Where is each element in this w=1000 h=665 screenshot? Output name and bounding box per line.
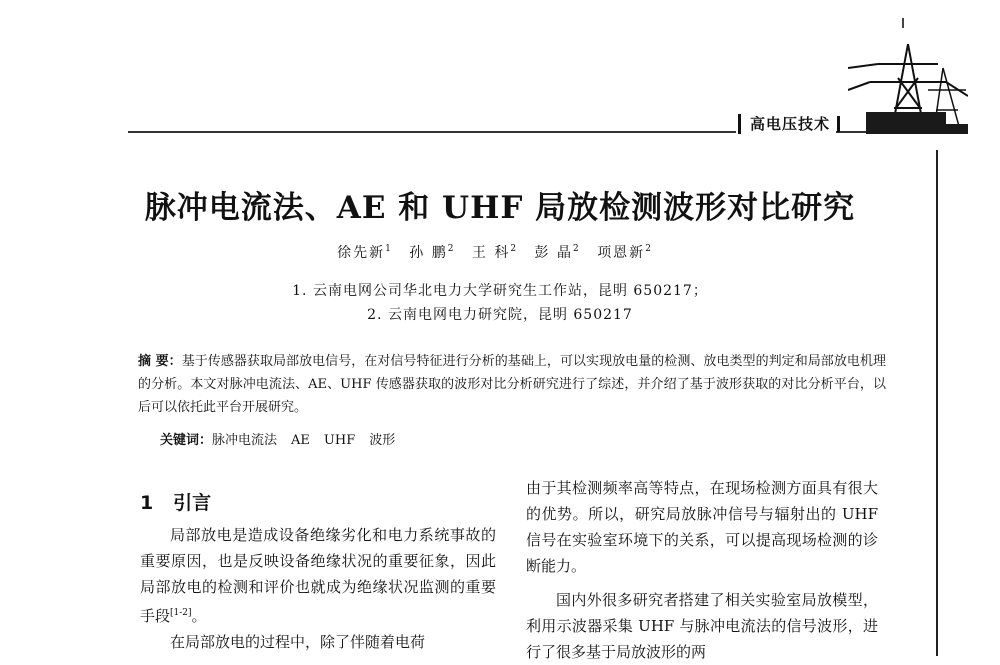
keyword: UHF: [323, 433, 356, 448]
paragraph: [140, 522, 496, 629]
paragraph: 国内外很多研究者搭建了相关实验室局放模型，利用示波器采集 UHF 与脉冲电流法的信号波形，进行了很多基于局放波形的两: [526, 591, 878, 661]
section-heading: [140, 488, 211, 515]
keyword: 波形: [369, 433, 396, 448]
keywords: [160, 429, 395, 448]
header-black-bar: [866, 112, 946, 134]
paragraph-text: 局部放电是造成设备绝缘劣化和电力系统事故的重要原因，也是反映设备绝缘状况的重要征象，因此局部放电的检测和评价也就成为绝缘状况监测的重要手段: [140, 526, 496, 625]
abstract-text: 基于传感器获取局部放电信号，在对信号特征进行分析的基础上，可以实现放电量的检测、放电类型的判定和局部放电机理的分析。本文对脉冲电流法、AE、UHF 传感器获取的波形对比分析研究进行了综述，并介绍了基于波形获取的对比分析平台，以后可以依托此平台开展研究。: [138, 354, 886, 415]
author-name: 徐先新: [337, 245, 386, 261]
right-column: [526, 475, 878, 665]
citation: [1-2]: [170, 608, 192, 618]
affiliation-1: 1. 云南电网公司华北电力大学研究生工作站，昆明 650217；: [292, 283, 708, 299]
abstract: [138, 350, 886, 419]
author-list: [0, 242, 1000, 262]
corner-tick: [902, 18, 904, 28]
abstract-label: 摘 要：: [138, 354, 182, 369]
section-number: 1: [140, 492, 154, 514]
author-affiliation-mark: 2: [645, 244, 651, 255]
author-name: 彭 晶: [534, 245, 573, 261]
section-title: 引言: [173, 492, 212, 514]
affiliation-2: 2. 云南电网电力研究院，昆明 650217: [367, 307, 633, 323]
paragraph-end: 。: [191, 607, 207, 625]
author-affiliation-mark: 2: [510, 244, 517, 255]
author-name: 王 科: [471, 245, 511, 261]
keyword: 脉冲电流法: [212, 433, 278, 448]
journal-section-tag: 高电压技术: [736, 112, 836, 136]
author-affiliation-mark: 2: [447, 244, 454, 255]
author-affiliation-mark: 2: [573, 244, 579, 255]
author-affiliation-mark: 1: [385, 244, 391, 255]
author-name: 项恩新: [597, 245, 646, 261]
paragraph: 由于其检测频率高等特点，在现场检测方面具有很大的优势。所以，研究局放脉冲信号与辐射出的 UHF 信号在实验室环境下的关系，可以提高现场检测的诊断能力。: [526, 479, 878, 575]
paragraph: 在局部放电的过程中，除了伴随着电荷: [170, 633, 426, 651]
keywords-label: 关键词：: [160, 433, 213, 448]
left-column: [140, 522, 496, 655]
paper-title: 脉冲电流法、AE 和 UHF 局放检测波形对比研究: [144, 190, 856, 226]
author-name: 孙 鹏: [409, 245, 448, 261]
keyword: AE: [291, 433, 310, 448]
